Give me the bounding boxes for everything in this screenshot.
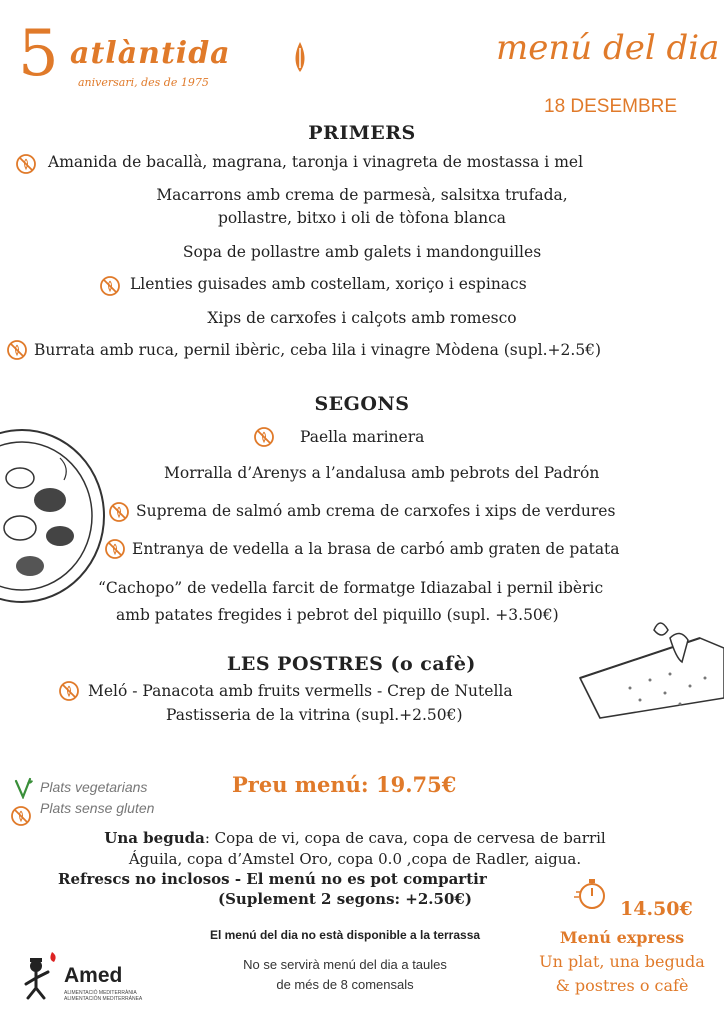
- gluten-free-icon: [15, 153, 37, 175]
- notice-tables: [190, 955, 500, 995]
- supplement-second-courses: (Suplement 2 segons: +2.50€): [218, 890, 472, 908]
- amed-logo-text: Amed: [64, 964, 123, 987]
- legend-vegetarian: Plats vegetarians: [40, 779, 148, 795]
- sail-logo-icon: [292, 40, 308, 74]
- section-title-primers: PRIMERS: [308, 122, 416, 144]
- paella-pan-illustration: [0, 418, 108, 614]
- express-line2: & postres o cafè: [555, 976, 689, 995]
- notice-terrace: El menú del dia no està disponible a la terrassa: [209, 928, 481, 942]
- drinks-label: Una beguda: [104, 829, 205, 847]
- gluten-free-icon: [108, 501, 130, 523]
- cake-illustration: [570, 608, 724, 720]
- drinks-no-soft-drinks: Refrescs no inclosos - El menú no es pot compartir: [58, 870, 487, 888]
- primers-item-4: Llenties guisades amb costellam, xoriço i espinacs: [130, 275, 527, 293]
- gluten-free-icon: [58, 680, 80, 702]
- gluten-free-icon: [6, 339, 28, 361]
- notice-tables-line2: de més de 8 comensals: [276, 977, 414, 992]
- drinks-line1: [60, 829, 650, 847]
- section-title-postres: LES POSTRES (o cafè): [227, 653, 476, 675]
- primers-item-2-line1: Macarrons amb crema de parmesà, salsitxa trufada,: [156, 186, 568, 204]
- primers-item-1: Amanida de bacallà, magrana, taronja i vinagreta de mostassa i mel: [48, 153, 584, 171]
- notice-tables-line1: No se servirà menú del dia a taules: [243, 957, 447, 972]
- primers-item-5: Xips de carxofes i calçots amb romesco: [207, 309, 517, 327]
- express-menu: [520, 926, 724, 998]
- menu-title: menú del dia: [496, 28, 720, 68]
- express-title: Menú express: [559, 928, 685, 947]
- segons-item-5-line2: amb patates fregides i pebrot del piquillo (supl. +3.50€): [116, 606, 559, 624]
- logo-anniversary-number: 5: [18, 17, 59, 91]
- express-line1: Un plat, una beguda: [539, 952, 705, 971]
- segons-item-3: Suprema de salmó amb crema de carxofes i xips de verdures: [136, 502, 616, 520]
- primers-item-2-line2: pollastre, bitxo i oli de tòfona blanca: [217, 209, 507, 227]
- primers-item-6: Burrata amb ruca, pernil ibèric, ceba lila i vinagre Mòdena (supl.+2.5€): [34, 341, 602, 359]
- amed-subtitle-es: ALIMENTACIÓN MEDITERRÁNEA: [64, 996, 143, 1002]
- logo-tagline: aniversari, des de 1975: [78, 76, 209, 89]
- legend-gluten-free: Plats sense gluten: [40, 800, 155, 816]
- gluten-free-icon: [99, 275, 121, 297]
- gluten-free-icon: [253, 426, 275, 448]
- gluten-free-icon: [10, 805, 32, 827]
- postres-item-1: Meló - Panacota amb fruits vermells - Crep de Nutella: [88, 682, 513, 700]
- stopwatch-icon: [574, 876, 610, 912]
- chef-logo-icon: [22, 950, 64, 1000]
- vegetarian-icon: [12, 777, 34, 799]
- primers-item-3: Sopa de pollastre amb galets i mandonguilles: [182, 243, 542, 261]
- segons-item-1: Paella marinera: [300, 428, 425, 446]
- postres-item-2: Pastisseria de la vitrina (supl.+2.50€): [166, 706, 463, 724]
- logo-name: atlàntida: [70, 36, 231, 71]
- express-price: 14.50€: [620, 898, 693, 920]
- menu-price: Preu menú: 19.75€: [232, 772, 457, 797]
- segons-item-2: Morralla d’Arenys a l’andalusa amb pebrots del Padrón: [164, 464, 600, 482]
- drinks-text: : Copa de vi, copa de cava, copa de cervesa de barril: [204, 829, 606, 847]
- section-title-segons: SEGONS: [314, 393, 410, 415]
- segons-item-4: Entranya de vedella a la brasa de carbó amb graten de patata: [132, 540, 620, 558]
- amed-subtitle: [64, 990, 142, 1002]
- amed-subtitle-ca: ALIMENTACIÓ MEDITERRÀNIA: [64, 990, 137, 996]
- segons-item-5-line1: “Cachopo” de vedella farcit de formatge Idiazabal i pernil ibèric: [98, 579, 604, 597]
- menu-date: 18 DESEMBRE: [544, 96, 678, 117]
- gluten-free-icon: [104, 538, 126, 560]
- drinks-line2: Águila, copa d’Amstel Oro, copa 0.0 ,copa de Radler, aigua.: [128, 850, 582, 868]
